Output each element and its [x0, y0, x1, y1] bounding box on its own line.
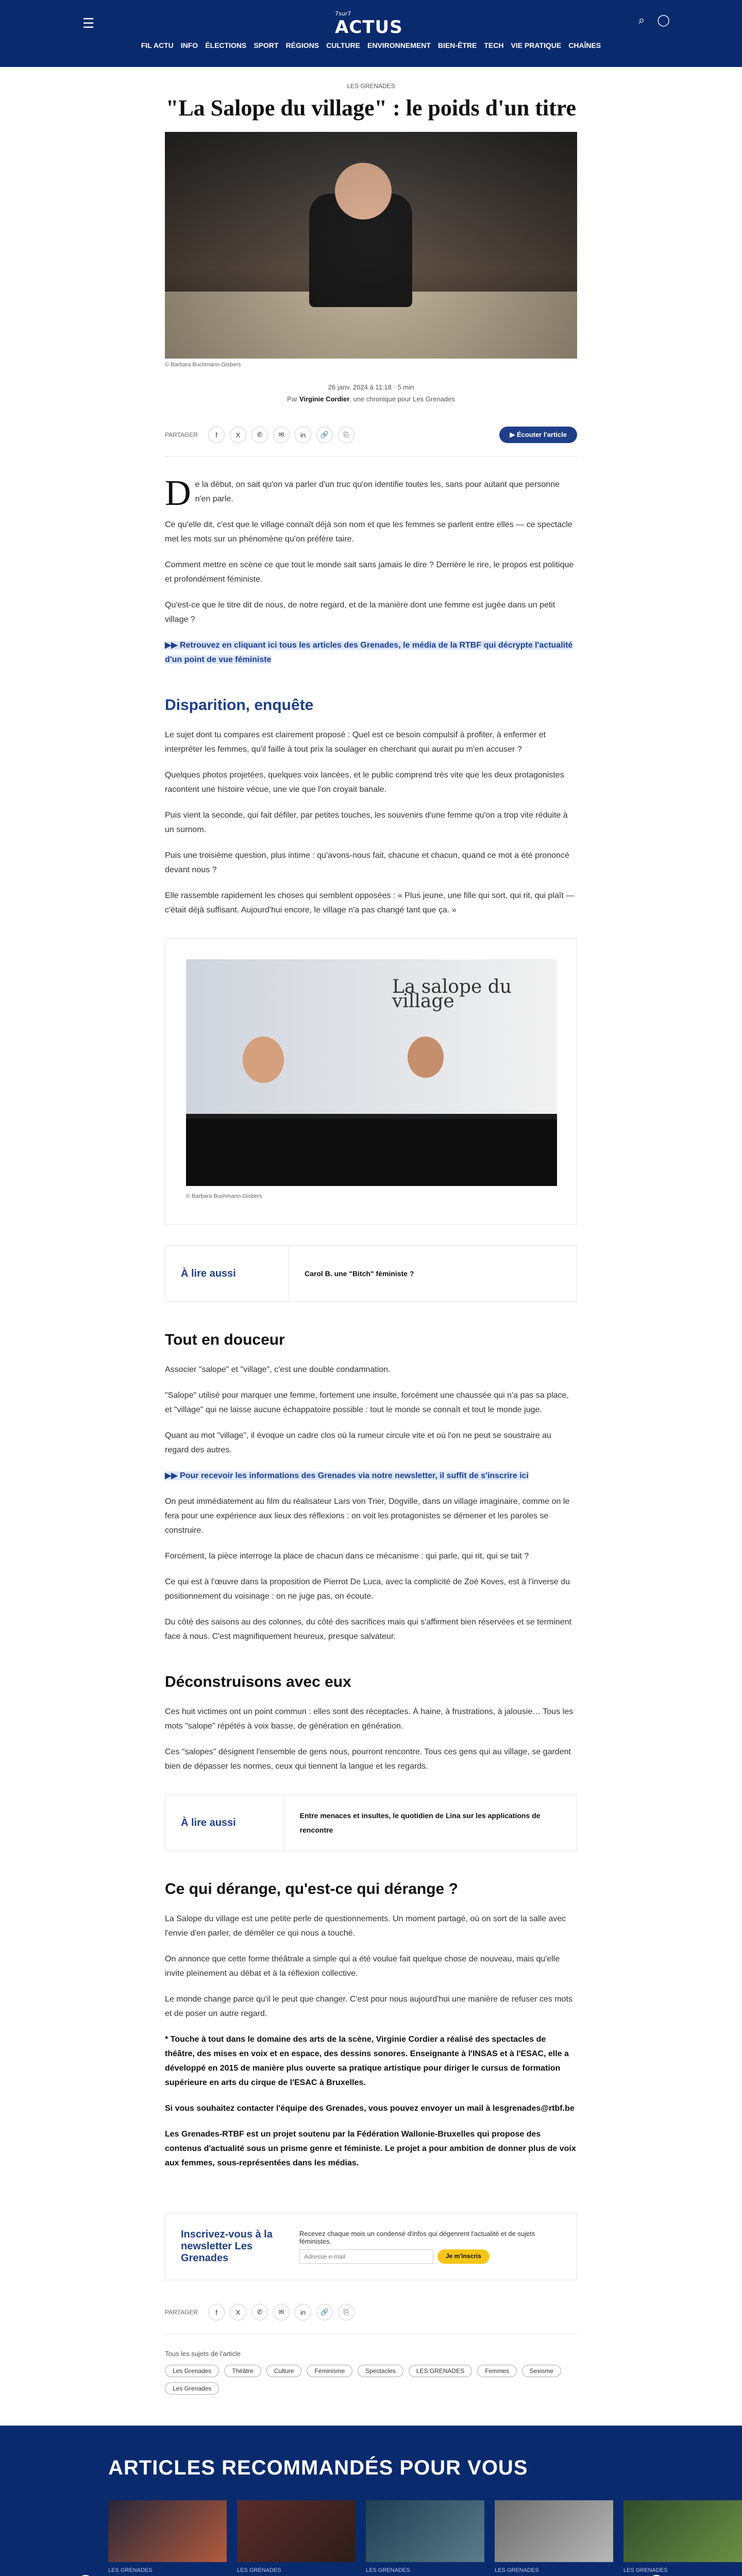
link-icon[interactable]: 🔗 — [316, 2304, 333, 2320]
card-category: LES GRENADES — [495, 2567, 539, 2573]
linkedin-icon[interactable]: in — [295, 427, 311, 443]
tag-list — [165, 2365, 577, 2395]
paragraph: La Salope du village est une petite perle de questionnements. Un moment partagé, où on sort de la salle avec l'envie d'en parler, de démêler ce qui nous a touché. — [165, 1914, 566, 1938]
see-also-text[interactable]: Carol B. une "Bitch" féministe ? — [305, 1269, 414, 1278]
nav-item[interactable]: TECH — [484, 41, 504, 49]
inline-man — [408, 1037, 444, 1078]
newsletter-email-input[interactable]: Adresse e-mail — [299, 2249, 433, 2264]
see-also-card[interactable] — [165, 1245, 577, 1302]
nav-item[interactable]: CULTURE — [326, 41, 360, 49]
whatsapp-icon[interactable]: ✆ — [251, 2304, 268, 2320]
paragraph: Associer "salope" et "village", c'est une double condamnation. — [165, 1365, 391, 1374]
figure-caption: © Barbara Buchmann-Gisbers — [186, 1193, 262, 1199]
project-note: Les Grenades-RTBF est un projet soutenu par la Fédération Wallonie-Bruxelles qui propose des contenus d'actualité sous un prisme genre et féministe. Le projet a pour ambition de donner plus de voix aux femmes, sous-représentées dans les médias. — [165, 2130, 576, 2167]
logo-sub: 7sur7 — [335, 10, 351, 17]
main-nav — [98, 41, 644, 49]
nav-item[interactable]: ÉLECTIONS — [205, 41, 247, 49]
tag-pill[interactable]: Femmes — [477, 2365, 517, 2377]
card-category: LES GRENADES — [237, 2567, 281, 2573]
nav-item[interactable]: RÉGIONS — [285, 41, 319, 49]
publish-date: 26 janv. 2024 à 11:18 — [328, 383, 392, 391]
paragraph: Ces "salopes" désignent l'ensemble de gens nous, pourront rencontre. Tous ces gens qui au village, se gardent bien de dépasser les normes, ceux qui tiennent la langue et les regards. — [165, 1748, 571, 1771]
recommended-card[interactable] — [108, 2500, 227, 2576]
see-also-text[interactable]: Entre menaces et insultes, le quotidien de Lina sur les applications de rencontre — [299, 1811, 541, 1834]
x-icon[interactable]: X — [230, 427, 246, 443]
paragraph: Qu'est-ce que le titre dit de nous, de notre regard, et de la manière dont une femme est jugée dans un petit village ? — [165, 601, 555, 624]
card-category: LES GRENADES — [366, 2567, 410, 2573]
paragraph: Comment mettre en scène ce que tout le monde sait sans jamais le dire ? Derrière le rire, le propos est politique et profondément féministe. — [165, 561, 574, 584]
mail-icon[interactable]: ✉ — [273, 427, 290, 443]
section-heading: Disparition, enquête — [165, 697, 314, 714]
search-icon[interactable]: ⌕ — [638, 13, 645, 26]
nav-item[interactable]: BIEN-ÊTRE — [437, 41, 477, 49]
mail-icon[interactable]: ✉ — [273, 2304, 290, 2320]
tag-pill[interactable]: LES GRENADES — [409, 2365, 472, 2377]
nav-item[interactable]: INFO — [180, 41, 198, 49]
author-bio: * Touche à tout dans le domaine des arts de la scène, Virginie Cordier a réalisé des spectacles de théâtre, des mises en voix et en espace, des dessins sonores. Enseignante à l'INSAS et à l'ESAC, elle a développé en 2015 de manière plus ouverte sa pratique artistique pour diriger le cursus de formation supérieure en arts du cirque de l'ESAC à Bruxelles. — [165, 2035, 569, 2087]
linkedin-icon[interactable]: in — [295, 2304, 311, 2320]
share-bar — [165, 413, 577, 457]
header-actions — [638, 13, 670, 27]
hero-image — [165, 132, 577, 359]
paragraph: On annonce que cette forme théâtrale a simple qui a été voulue fait quelque chose de nouveau, mais qu'elle invite pleinement au débat et à la réflexion collective. — [165, 1955, 560, 1978]
tag-pill[interactable]: Les Grenades — [165, 2365, 219, 2377]
author-line — [165, 395, 577, 403]
hamburger-menu-icon[interactable]: ☰ — [82, 15, 95, 31]
recommended-articles — [0, 2426, 742, 2576]
listen-button[interactable]: ▶ Écouter l'article — [499, 427, 577, 443]
hero-scrim — [165, 132, 577, 359]
tags-title: Tous les sujets de l'article — [165, 2350, 241, 2358]
paragraph: Ces huit victimes ont un point commun : elles sont des réceptacles. À haine, à frustrations, à jalousie… Tous les mots "salope" répétés à voix basse, de génération en génération. — [165, 1707, 574, 1731]
recommended-card[interactable] — [366, 2500, 484, 2576]
share-label: PARTAGER — [165, 431, 198, 438]
facebook-icon[interactable]: f — [208, 427, 225, 443]
nav-item[interactable]: FIL ACTU — [141, 41, 174, 49]
paragraph: Ce qui est à l'œuvre dans la proposition de Pierrot De Luca, avec la complicité de Zoé Koves, est à l'inverse du positionnement du voisinage : on ne juge pas, on écoute. — [165, 1578, 570, 1601]
copy-icon[interactable]: ⎘ — [338, 2304, 355, 2320]
article-kicker[interactable]: LES GRENADES — [347, 82, 395, 90]
paragraph: Quant au mot "village", il évoque un cadre clos où la rumeur circule vite et où l'on ne peut se soustraire au regard des autres. — [165, 1431, 551, 1454]
see-also-card[interactable] — [165, 1794, 577, 1851]
tag-pill[interactable]: Théâtre — [224, 2365, 261, 2377]
article-title: "La Salope du village" : le poids d'un titre — [165, 95, 577, 121]
read-time: 5 min — [397, 383, 414, 391]
hero-caption: © Barbara Buchmann-Gisbers — [165, 362, 241, 368]
recommended-thumbnail — [623, 2500, 742, 2562]
share-bar-bottom — [165, 2291, 577, 2334]
card-category: LES GRENADES — [623, 2567, 668, 2573]
contact-note: Si vous souhaitez contacter l'équipe des Grenades, vous pouvez envoyer un mail à lesgrenades@rtbf.be — [165, 2104, 575, 2113]
whatsapp-icon[interactable]: ✆ — [251, 427, 268, 443]
tag-pill[interactable]: Sexisme — [522, 2365, 561, 2377]
recommended-card[interactable] — [623, 2500, 742, 2576]
tag-pill[interactable]: Spectacles — [358, 2365, 403, 2377]
newsletter-box — [165, 2213, 577, 2280]
link-icon[interactable]: 🔗 — [316, 427, 333, 443]
inline-table — [186, 1119, 557, 1186]
paragraph: Puis vient la seconde, qui fait défiler, par petites touches, les souvenirs d'une femme qu'on a trop vite réduite à un surnom. — [165, 811, 568, 834]
article-body — [165, 457, 577, 2187]
promo-link-grenades[interactable]: ▶▶ Retrouvez en cliquant ici tous les articles des Grenades, le média de la RTBF qui décrypte l'actualité d'un point de vue féministe — [165, 641, 573, 664]
recommended-card[interactable] — [237, 2500, 356, 2576]
logo-text: ACTUS — [335, 17, 403, 38]
recommended-thumbnail — [108, 2500, 227, 2562]
section-heading: Tout en douceur — [165, 1331, 285, 1348]
newsletter-content — [299, 2230, 561, 2264]
dropcap: D — [165, 473, 191, 513]
site-logo[interactable] — [335, 10, 403, 38]
nav-item[interactable]: CHAÎNES — [568, 41, 601, 49]
recommended-thumbnail — [366, 2500, 484, 2562]
user-icon[interactable]: ◯ — [657, 13, 670, 26]
copy-icon[interactable]: ⎘ — [338, 427, 355, 443]
byline-pre: Par — [287, 395, 298, 403]
recommended-thumbnail — [237, 2500, 356, 2562]
stage-projection-title: La salope du village — [392, 976, 512, 1012]
inline-photo — [186, 959, 557, 1186]
share-label: PARTAGER — [165, 2309, 198, 2316]
paragraph: Le monde change parce qu'il le peut que changer. C'est pour nous aujourd'hui une manière de refuser ces mots et de poser un autre regard. — [165, 1995, 572, 2018]
inline-figure — [165, 938, 577, 1225]
x-icon[interactable]: X — [230, 2304, 246, 2320]
paragraph: Quelques photos projetées, quelques voix lancées, et le public comprend très vite que les deux protagonistes racontent une histoire vécue, une vie que l'on croyait banale. — [165, 771, 564, 794]
paragraph: On peut immédiatement au film du réalisateur Lars von Trier, Dogville, dans un village imaginaire, comme on le fera pour une expérience aux lieux des réflexions : on voit les protagonistes se démener et les paroles se construire. — [165, 1497, 570, 1535]
newsletter-title: Inscrivez-vous à la newsletter Les Grenades — [181, 2229, 273, 2264]
see-also-tag: À lire aussi — [165, 1246, 289, 1301]
paragraph: "Salope" utilisé pour marquer une femme, fortement une insulte, forcément une chaussée qui n'a pas sa place, et "village" qui ne laisse aucune échappatoire possible : tout le monde se connaît et tout le monde juge. — [165, 1391, 569, 1414]
recommended-card[interactable] — [495, 2500, 613, 2576]
author-name[interactable]: Virginie Cordier — [299, 395, 350, 403]
recommended-thumbnail — [495, 2500, 613, 2562]
newsletter-form — [299, 2249, 561, 2264]
intro-paragraph — [165, 473, 577, 513]
section-heading: Ce qui dérange, qu'est-ce qui dérange ? — [165, 1880, 458, 1897]
paragraph: Le sujet dont tu compares est clairement proposé : Quel est ce besoin compulsif à profiter, à enfermer et interpréter les femmes, qu'il faille à tout prix la soulager en cherchant qui aurait pu m'en accuser ? — [165, 731, 546, 754]
nav-item[interactable]: VIE PRATIQUE — [511, 41, 562, 49]
byline — [165, 383, 577, 403]
nav-item[interactable]: ENVIRONNEMENT — [367, 41, 431, 49]
paragraph: Puis une troisième question, plus intime : qu'avons-nous fait, chacune et chacun, quand ce mot a été prononcé devant nous ? — [165, 851, 569, 874]
promo-link-newsletter[interactable]: ▶▶ Pour recevoir les informations des Grenades via notre newsletter, il suffit de s'inscrire ici — [165, 1471, 529, 1480]
newsletter-text: Recevez chaque mois un condensé d'infos qui dégenrent l'actualité et de sujets féministes. — [299, 2229, 535, 2245]
section-heading: Déconstruisons avec eux — [165, 1673, 351, 1690]
tag-pill[interactable]: Les Grenades — [165, 2382, 219, 2395]
inline-woman — [243, 1037, 284, 1083]
newsletter-subscribe-button[interactable]: Je m'inscris — [437, 2249, 490, 2264]
paragraph: Du côté des saisons au des colonnes, du côté des sacrifices mais qui s'affirment bien réservées et se terminent face à nous. C'est magnifiquement heureux, presque salvateur. — [165, 1618, 571, 1641]
intro-text: e la début, on sait qu'on va parler d'un truc qu'on identifie toutes les, sans pour autant que personne n'en parle. — [195, 480, 560, 503]
facebook-icon[interactable]: f — [208, 2304, 225, 2320]
article — [165, 82, 577, 2395]
see-also-tag: À lire aussi — [165, 1795, 284, 1851]
top-header — [0, 0, 742, 67]
recommended-row — [108, 2500, 742, 2576]
date-line: 26 janv. 2024 à 11:18 · 5 min — [328, 383, 414, 391]
paragraph: Elle rassemble rapidement les choses qui semblent opposées : « Plus jeune, une fille qui sort, qui rit, qui plaît — c'était déjà suffisant. Aujourd'hui encore, le village n'a pas changé tant que ça. » — [165, 891, 575, 914]
tag-pill[interactable]: Culture — [266, 2365, 302, 2377]
card-category: LES GRENADES — [108, 2567, 153, 2573]
recommended-title: ARTICLES RECOMMANDÉS POUR VOUS — [108, 2456, 528, 2479]
tag-pill[interactable]: Féminisme — [307, 2365, 352, 2377]
paragraph: Forcément, la pièce interroge la place de chacun dans ce mécanisme : qui parle, qui rit, qui se tait ? — [165, 1552, 529, 1561]
byline-post: , une chronique pour Les Grenades — [349, 395, 455, 403]
paragraph: Ce qu'elle dit, c'est que le village connaît déjà son nom et que les femmes se parlent entre elles — ce spectacle met les mots sur un phénomène qu'on préfère taire. — [165, 520, 572, 544]
nav-item[interactable]: SPORT — [254, 41, 279, 49]
